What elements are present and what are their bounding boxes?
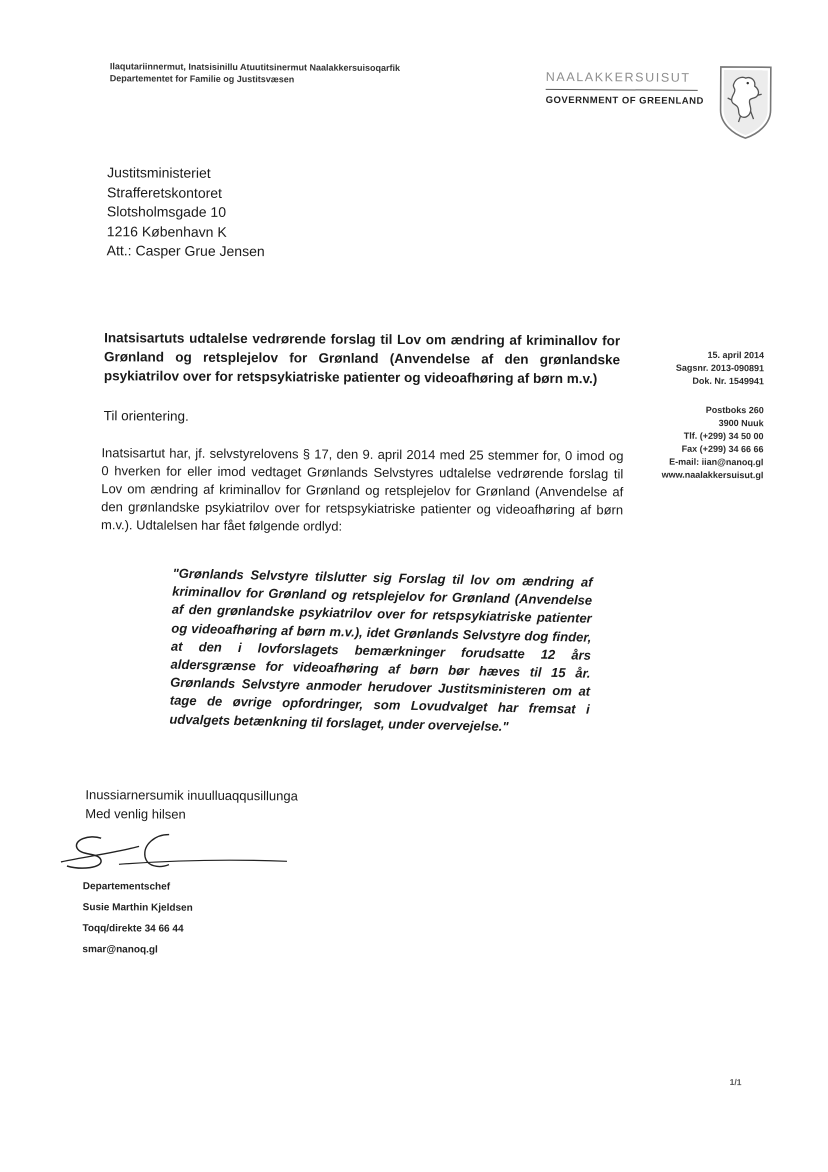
coat-of-arms-icon [717, 64, 773, 140]
body-paragraph: Inatsisartut har, jf. selvstyrelovens § 17, den 9. april 2014 med 25 stemmer for, 0 imod og 0 hverken for eller imod vedtaget Grønlands Selvstyres udtalelse vedrørende forslag til Lov om ændring af kriminallov for Grønland og retsplejelov for Grønland (Anvendelse af den grønlandske psykiatrilov over for retspsykiatriske patienter og videoafhøring af børn m.v.). Udtalelsen har fået følgende ordlyd: [100, 445, 624, 534]
letter-meta [637, 348, 764, 482]
meta-spacer [638, 387, 764, 404]
fax: Fax (+299) 34 66 66 [681, 443, 764, 455]
recipient-office: Strafferetskontoret [107, 183, 223, 201]
greeting-danish: Med venlig hilsen [85, 806, 186, 822]
postal-city: 3900 Nuuk [718, 417, 764, 429]
recipient-ministry: Justitsministeriet [107, 164, 211, 181]
recipient-city: 1216 København K [106, 222, 227, 240]
phone: Tlf. (+299) 34 50 00 [683, 430, 764, 442]
email: E-mail: iian@nanoq.gl [669, 456, 764, 468]
letter-subject: Inatsisartuts udtalelse vedrørende forslag til Lov om ændring af kriminallov for Grønland og retsplejelov for Grønland (Anvendelse af den grønlandske psykiatrilov over for retspsykiatriske patienter og videoafhøring af børn m.v.) [103, 330, 621, 387]
brand-english: GOVERNMENT OF GREENLAND [545, 94, 704, 107]
recipient-street: Slotsholmsgade 10 [106, 203, 227, 220]
brand-greenlandic: NAALAKKERSUISUT [545, 69, 691, 85]
closing [85, 785, 298, 824]
document-number: Dok. Nr. 1549941 [692, 375, 764, 387]
handwritten-signature [59, 826, 299, 877]
signer-email: smar@nanoq.gl [82, 944, 158, 956]
recipient-address [107, 163, 266, 261]
signer-name: Susie Marthin Kjeldsen [82, 902, 193, 914]
case-number: Sagsnr. 2013-090891 [675, 362, 765, 374]
orientation-line: Til orientering. [103, 408, 189, 424]
website: www.naalakkersuisut.gl [661, 469, 764, 481]
letter-date: 15. april 2014 [707, 349, 765, 361]
signer-title: Departementschef [82, 881, 171, 893]
postbox: Postboks 260 [705, 404, 764, 416]
department-header [110, 60, 400, 86]
department-name-danish: Departementet for Familie og Justitsvæsen [109, 73, 295, 85]
page-number: 1/1 [729, 1077, 742, 1088]
signer-direct-phone: Toqq/direkte 34 66 44 [82, 923, 184, 935]
brand-divider [546, 89, 698, 91]
department-name-greenlandic: Ilaqutariinnermut, Inatsisinillu Atuutitsinermut Naalakkersuisoqarfik [109, 61, 401, 74]
signer-block [82, 876, 193, 961]
quoted-statement: "Grønlands Selvstyre tilslutter sig Forslag til lov om ændring af kriminallov for Grønland og retsplejelov for Grønland (Anvendelse af den grønlandske psykiatrilov over for retspsykiatriske patienter og videoafhøring af børn m.v.), idet Grønlands Selvstyre dog finder, at den i lovforslagets bemærkninger forudsatte 12 års aldersgrænse for videoafhøring af børn bør hæves til 15 år. Grønlands Selvstyre anmoder herudover Justitsministeren om at tage de øvrige opfordringer, som Lovudvalget har fremsat i udvalgets betænkning til forslaget, under overvejelse." [169, 565, 593, 734]
greeting-greenlandic: Inussiarnersumik inuulluaqqusillunga [85, 787, 298, 804]
recipient-attention: Att.: Casper Grue Jensen [106, 242, 265, 260]
